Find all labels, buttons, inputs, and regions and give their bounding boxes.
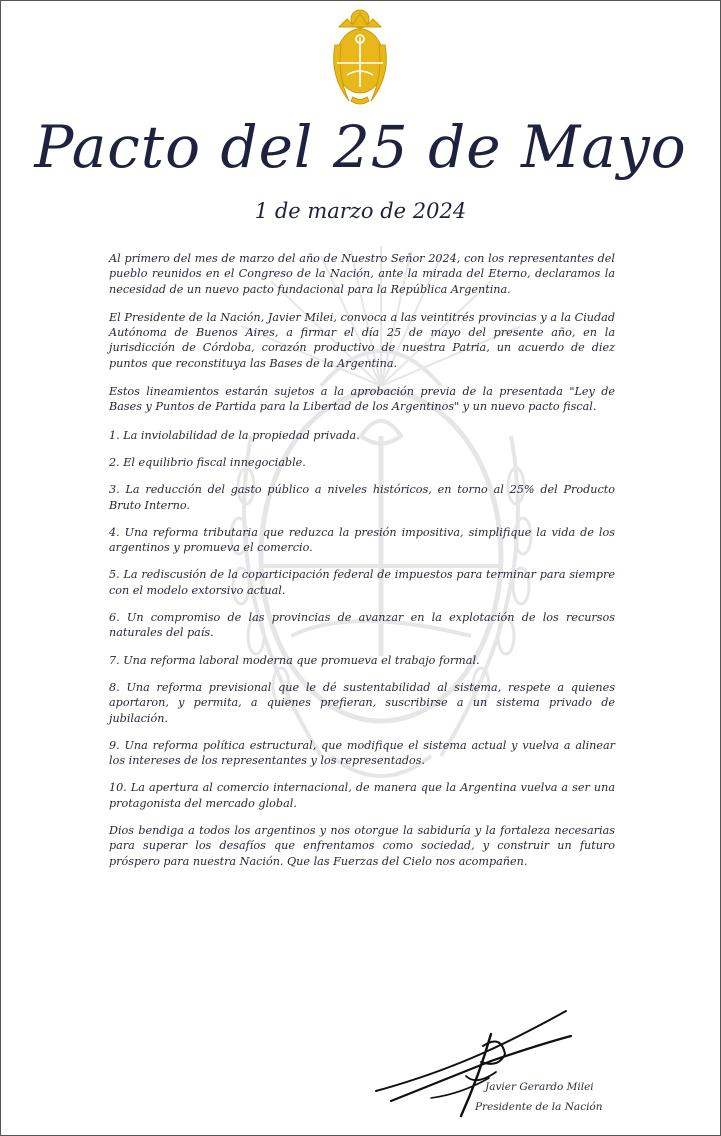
paragraph: El Presidente de la Nación, Javier Milei, convoca a las veintitrés provincias y a la Ciudad Autónoma de Buenos Aires, a firmar el día 25 de mayo del presente año, en la jurisdicción de Córdoba, corazón productivo de nuestra Patria, un acuerdo de diez puntos que reconstituya las Bases de la Argentina. — [109, 310, 615, 370]
point-item: 2. El equilibrio fiscal innegociable. — [109, 455, 306, 469]
point-item: 8. Una reforma previsional que le dé sustentabilidad al sistema, respete a quienes aportaron, y permita, a quienes prefieran, suscribirse a un sistema privado de jubilación. — [109, 680, 615, 725]
document-date: 1 de marzo de 2024 — [254, 199, 467, 223]
point-item: 7. Una reforma laboral moderna que promueva el trabajo formal. — [109, 653, 480, 667]
document-body — [109, 251, 615, 882]
point-item: 9. Una reforma política estructural, que modifique el sistema actual y vuelva a alinear los intereses de los representantes y los representados. — [109, 738, 615, 768]
signatory-name: Javier Gerardo Milei — [485, 1081, 594, 1093]
point-item: 10. La apertura al comercio internacional, de manera que la Argentina vuelva a ser una protagonista del mercado global. — [109, 781, 615, 810]
coat-of-arms-argentina-icon — [327, 5, 393, 109]
point-item: 1. La inviolabilidad de la propiedad privada. — [109, 428, 360, 442]
signatory-role: Presidente de la Nación — [475, 1101, 603, 1113]
point-item: 4. Una reforma tributaria que reduzca la presión impositiva, simplifique la vida de los argentinos y promueva el comercio. — [109, 525, 615, 555]
paragraph: Al primero del mes de marzo del año de Nuestro Señor 2024, con los representantes del pueblo reunidos en el Congreso de la Nación, ante la mirada del Eterno, declaramos la necesidad de un nuevo pacto fundacional para la República Argentina. — [109, 252, 615, 296]
document-title: Pacto del 25 de Mayo — [34, 113, 687, 181]
paragraph: Estos lineamientos estarán sujetos a la aprobación previa de la presentada "Ley de Bases y Puntos de Partida para la Libertad de los Argentinos" y un nuevo pacto fiscal. — [109, 385, 615, 414]
point-item: 3. La reducción del gasto público a niveles históricos, en torno al 25% del Producto Bruto Interno. — [109, 483, 615, 512]
point-item: 6. Un compromiso de las provincias de avanzar en la explotación de los recursos naturales del país. — [109, 611, 615, 640]
closing-paragraph: Dios bendiga a todos los argentinos y nos otorgue la sabiduría y la fortaleza necesarias para superar los desafíos que enfrentamos como sociedad, y construir un futuro próspero para nuestra Nación. Que las Fuerzas del Cielo nos acompañen. — [109, 824, 615, 868]
point-item: 5. La rediscusión de la coparticipación federal de impuestos para terminar para siempre con el modelo extorsivo actual. — [109, 568, 615, 597]
